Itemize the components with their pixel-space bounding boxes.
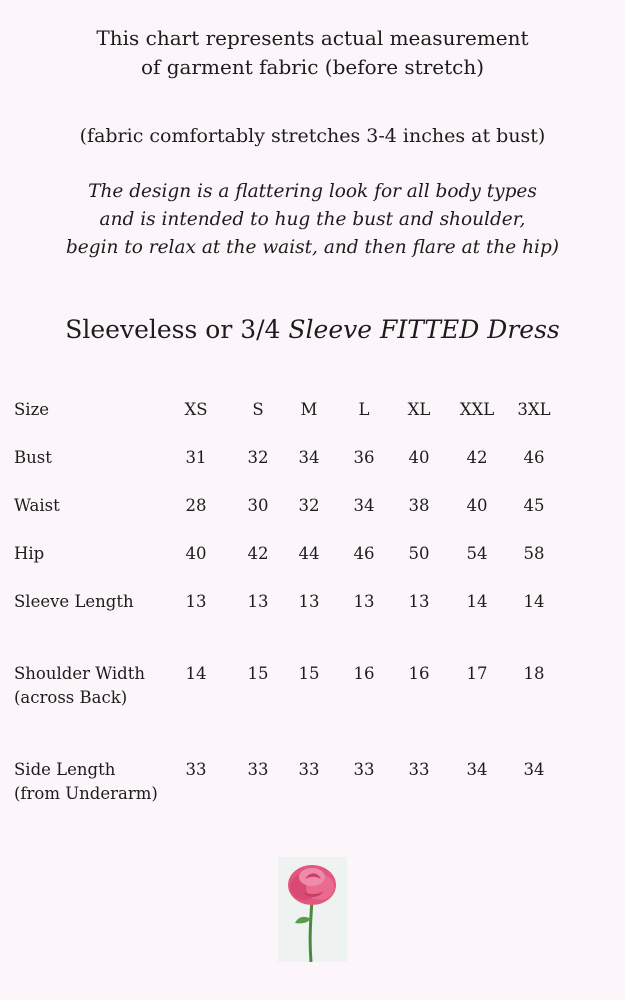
table-cell: 33 (353, 760, 375, 779)
table-cell: 15 (298, 664, 320, 683)
intro-line-2: of garment fabric (before stretch) (140, 55, 485, 79)
table-cell: 42 (466, 448, 488, 467)
size-header-cell: M (300, 400, 318, 419)
row-label: Sleeve Length (14, 592, 134, 611)
table-cell: 50 (408, 544, 430, 563)
intro-text (0, 24, 625, 82)
table-cell: 18 (523, 664, 545, 683)
table-cell: 30 (247, 496, 269, 515)
table-cell: 40 (408, 448, 430, 467)
title-italic: Sleeve FITTED Dress (288, 315, 560, 344)
table-cell: 54 (466, 544, 488, 563)
table-cell: 13 (298, 592, 320, 611)
design-description (0, 178, 625, 262)
size-header-cell: XXL (459, 400, 495, 419)
row-sublabel: (from Underarm) (14, 784, 158, 803)
table-cell: 33 (408, 760, 430, 779)
row-label: Hip (14, 544, 45, 563)
table-cell: 13 (408, 592, 430, 611)
table-cell: 34 (353, 496, 375, 515)
table-cell: 40 (466, 496, 488, 515)
row-label: Bust (14, 448, 52, 467)
table-cell: 46 (353, 544, 375, 563)
intro-line-1: This chart represents actual measurement (96, 26, 529, 50)
table-cell: 33 (298, 760, 320, 779)
table-cell: 14 (523, 592, 545, 611)
row-label: Side Length (14, 760, 116, 779)
table-cell: 33 (247, 760, 269, 779)
size-header-cell: XL (407, 400, 431, 419)
design-line-3: begin to relax at the waist, and then flare at the hip) (65, 237, 560, 258)
page-title (0, 314, 625, 346)
size-header-cell: XS (184, 400, 208, 419)
table-cell: 46 (523, 448, 545, 467)
table-cell: 42 (247, 544, 269, 563)
row-label: Waist (14, 496, 60, 515)
table-cell: 17 (466, 664, 488, 683)
rose-icon (278, 857, 347, 962)
table-cell: 58 (523, 544, 545, 563)
table-cell: 34 (466, 760, 488, 779)
table-cell: 45 (523, 496, 545, 515)
table-cell: 31 (185, 448, 207, 467)
table-cell: 34 (298, 448, 320, 467)
size-header-cell: S (252, 400, 264, 419)
title-plain: Sleeveless or 3/4 (65, 315, 289, 344)
table-cell: 13 (247, 592, 269, 611)
table-cell: 14 (466, 592, 488, 611)
size-header-cell: L (358, 400, 370, 419)
table-cell: 13 (185, 592, 207, 611)
table-cell: 28 (185, 496, 207, 515)
row-sublabel: (across Back) (14, 688, 128, 707)
table-cell: 32 (247, 448, 269, 467)
table-cell: 34 (523, 760, 545, 779)
table-cell: 33 (185, 760, 207, 779)
design-line-2: and is intended to hug the bust and shoulder, (99, 209, 526, 230)
design-line-1: The design is a flattering look for all body types (88, 181, 537, 202)
row-label: Shoulder Width (14, 664, 145, 683)
table-cell: 16 (353, 664, 375, 683)
table-cell: 13 (353, 592, 375, 611)
table-cell: 15 (247, 664, 269, 683)
stretch-note: (fabric comfortably stretches 3-4 inches at bust) (79, 125, 546, 147)
table-cell: 14 (185, 664, 207, 683)
rose-image (278, 857, 347, 962)
table-cell: 36 (353, 448, 375, 467)
table-cell: 32 (298, 496, 320, 515)
size-header-cell: 3XL (517, 400, 551, 419)
table-cell: 40 (185, 544, 207, 563)
table-cell: 38 (408, 496, 430, 515)
table-cell: 16 (408, 664, 430, 683)
table-cell: 44 (298, 544, 320, 563)
size-header-label: Size (14, 400, 50, 419)
